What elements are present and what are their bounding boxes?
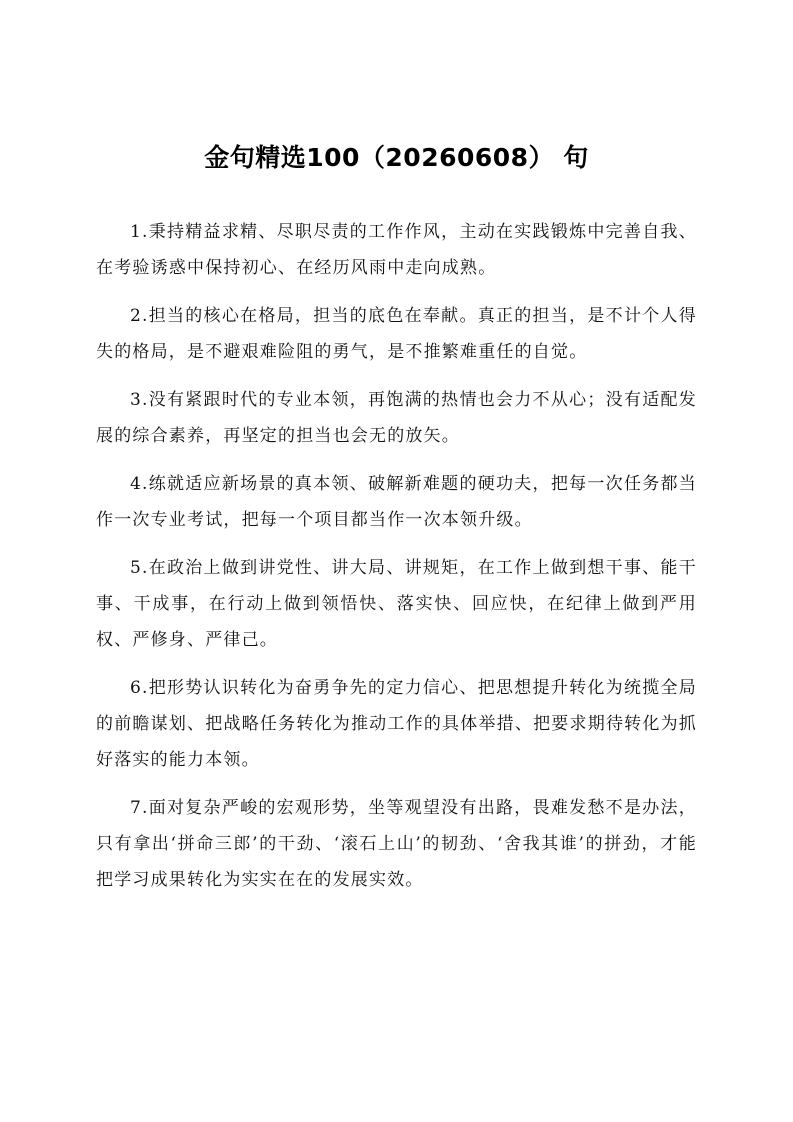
document-title: 金句精选100（20260608） 句 xyxy=(204,143,589,172)
quote-item-2: 2.担当的核心在格局，担当的底色在奉献。真正的担当，是不计个人得失的格局，是不避艰难险阻的勇气，是不推繁难重任的自觉。 xyxy=(96,306,697,362)
quote-item-5: 5.在政治上做到讲党性、讲大局、讲规矩，在工作上做到想干事、能干事、干成事，在行动上做到领悟快、落实快、回应快，在纪律上做到严用权、严修身、严律己。 xyxy=(96,558,697,650)
quote-item-1: 1.秉持精益求精、尽职尽责的工作作风，主动在实践锻炼中完善自我、在考验诱惑中保持初心、在经历风雨中走向成熟。 xyxy=(96,222,697,278)
quote-item-3: 3.没有紧跟时代的专业本领，再饱满的热情也会力不从心；没有适配发展的综合素养，再坚定的担当也会无的放矢。 xyxy=(96,390,697,446)
quote-item-4: 4.练就适应新场景的真本领、破解新难题的硬功夫，把每一次任务都当作一次专业考试，把每一个项目都当作一次本领升级。 xyxy=(96,474,697,530)
quote-item-7: 7.面对复杂严峻的宏观形势，坐等观望没有出路，畏难发愁不是办法，只有拿出‘拼命三郎’的干劲、‘滚石上山’的韧劲、‘舍我其谁’的拼劲，才能把学习成果转化为实实在在的发展实效。 xyxy=(96,798,697,890)
quote-item-6: 6.把形势认识转化为奋勇争先的定力信心、把思想提升转化为统揽全局的前瞻谋划、把战略任务转化为推动工作的具体举措、把要求期待转化为抓好落实的能力本领。 xyxy=(96,678,697,770)
